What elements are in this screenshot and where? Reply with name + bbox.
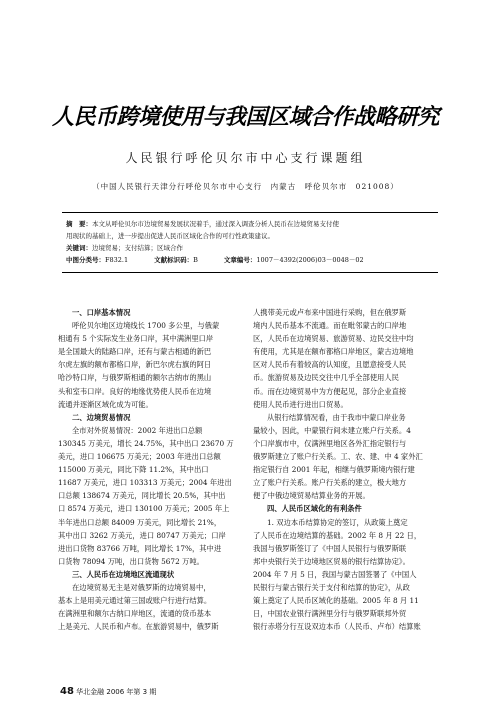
body-text-line: 进出口货物 83766 万吨，同比增长 17%，其中进 bbox=[58, 543, 222, 553]
body-text-line: 口货物 78094 万吨，出口货物 5672 万吨。 bbox=[58, 556, 204, 566]
page-footer bbox=[60, 686, 156, 697]
page-number: 48 bbox=[60, 686, 74, 697]
body-text-line: 了人民币在边境结算的基础。2002 年 8 月 22 日， bbox=[253, 530, 422, 540]
body-text-line: 尔虎左旗的额布都格口岸，新巴尔虎右旗的阿日 bbox=[58, 360, 212, 370]
body-text-line: 在满洲里和额尔古纳口岸地区，流通的货币基本 bbox=[58, 609, 212, 619]
body-text-line: 11687 万美元，进口 103313 万美元；2004 年进出 bbox=[58, 478, 232, 488]
body-text-line: 是全国最大的陆路口岸，还有与蒙古相通的新巴 bbox=[58, 347, 212, 357]
body-text-line: 相通有 5 个实际发生业务口岸，其中满洲里口岸 bbox=[58, 334, 214, 344]
body-text-line: 在边境贸易无主是对俄罗斯的边境贸易中， bbox=[72, 582, 211, 592]
body-text-line: 币。而在边境贸易中为方便起见，部分企业直接 bbox=[253, 386, 407, 396]
body-text-line: 流通并逐渐区域化成为可能。 bbox=[58, 399, 153, 409]
keywords: 边境贸易；支付结算；区域合作 bbox=[92, 244, 183, 252]
abstract-label: 摘 要： bbox=[66, 220, 92, 228]
body-text-line: 115000 万美元，同比下降 11.2%，其中出口 bbox=[58, 465, 209, 475]
body-text-line: 境内人民币基本不流通。而在毗邻蒙古的口岸地 bbox=[253, 321, 407, 331]
body-text-line: 指定银行自 2001 年起，相继与俄罗斯境内银行建 bbox=[253, 465, 415, 475]
body-text-line: 口 8574 万美元，进口 130100 万美元；2005 年上 bbox=[58, 504, 230, 514]
body-text-line: 口总额 138674 万美元，同比增长 20.5%，其中出 bbox=[58, 491, 226, 501]
abstract-text-2: 用现状的基础上，进一步提出促进人民币区域化合作的可行性政策建议。 bbox=[66, 232, 274, 240]
abstract-line-1 bbox=[66, 218, 434, 230]
body-text-line: 其中出口 3262 万美元，进口 80747 万美元；口岸 bbox=[58, 530, 226, 540]
body-text-line: 我国与俄罗斯签订了《中国人民银行与俄罗斯联 bbox=[253, 543, 407, 553]
keywords-label: 关键词： bbox=[66, 244, 92, 252]
body-text-line: 130345 万美元，增长 24.75%，其中出口 23670 万 bbox=[58, 438, 234, 448]
section-heading: 二、边境贸易情况 bbox=[72, 412, 131, 422]
clc-code: F832.1 bbox=[105, 256, 129, 264]
body-text-line: 1. 双边本币结算协定的签订，从政策上奠定 bbox=[267, 517, 408, 527]
abstract-text-1: 本文从呼伦贝尔市边境贸易发展状况着手，通过深入调查分析人民币在边境贸易支付使 bbox=[92, 220, 339, 228]
body-text-line: 日，中国农业银行满洲里分行与俄罗斯联邦外贸 bbox=[253, 609, 407, 619]
abstract-line-2 bbox=[66, 230, 434, 242]
doc-code-label: 文献标识码： bbox=[154, 256, 194, 264]
journal-issue: 华北金融 2006 年第 3 期 bbox=[76, 688, 157, 696]
body-text-line: 上是美元、人民币和卢布。在旅游贸易中，俄罗斯 bbox=[58, 622, 219, 632]
body-text-line: 人携带美元或卢布来中国进行采购，但在俄罗斯 bbox=[253, 308, 407, 317]
body-text-line: 从银行结算情况看，由于我市中蒙口岸业务 bbox=[267, 412, 406, 422]
body-text-line: 美元，进口 106675 万美元；2003 年进出口总额 bbox=[58, 452, 221, 462]
keywords-line bbox=[66, 242, 434, 254]
body-text-line: 币。旅游贸易及边民交往中几乎全部使用人民 bbox=[253, 373, 399, 383]
section-heading: 一、口岸基本情况 bbox=[72, 308, 131, 317]
body-text-line: 邦中央银行关于边境地区贸易的银行结算协定》。 bbox=[253, 556, 410, 566]
body-text-line: 便了中俄边境贸易结算业务的开展。 bbox=[253, 491, 370, 501]
body-text-line: 使用人民币进行进出口贸易。 bbox=[253, 399, 348, 409]
doc-code: B bbox=[193, 256, 198, 264]
body-text-line: 全市对外贸易情况：2002 年进出口总额 bbox=[72, 425, 203, 435]
article-no-label: 文章编号： bbox=[223, 256, 257, 264]
section-heading: 三、人民币在边境地区流通现状 bbox=[72, 569, 175, 579]
article-no: 1007－4392(2006)03－0048－02 bbox=[256, 256, 364, 264]
body-text-line: 哈沙特口岸，与俄罗斯相通的额尔古纳市的黑山 bbox=[58, 373, 212, 383]
affiliation: （中国人民银行天津分行呼伦贝尔市中心支行 内蒙古 呼伦贝尔市 021008） bbox=[92, 182, 399, 191]
body-text-line: 立了账户行关系。账户行关系的建立，极大地方 bbox=[253, 478, 407, 488]
body-text-line: 策上奠定了人民币区域化的基础。2005 年 8 月 11 bbox=[253, 596, 419, 606]
body-text-line: 2004 年 7 月 5 日，我国与蒙古国签署了《中国人 bbox=[253, 569, 417, 579]
right-column bbox=[253, 306, 437, 633]
author-group: 人民银行呼伦贝尔市中心支行课题组 bbox=[125, 151, 366, 165]
body-text-line: 民银行与蒙古银行关于支付和结算的协定》，从政 bbox=[253, 582, 410, 592]
body-text-line: 有使用，尤其是在额布都格口岸地区，蒙古边境地 bbox=[253, 347, 414, 357]
body-text-line: 半年进出口总额 84009 万美元，同比增长 21%， bbox=[58, 517, 222, 527]
body-text-line: 区对人民币有着较高的认知度，且愿意接受人民 bbox=[253, 360, 407, 370]
body-text-line: 呼伦贝尔地区边境线长 1700 多公里，与俄蒙 bbox=[72, 321, 220, 331]
body-text-line: 区，人民币在边境贸易、旅游贸易、边民交往中均 bbox=[253, 334, 414, 344]
left-column bbox=[58, 306, 242, 633]
body-text-line: 银行赤塔分行互设双边本币（人民币、卢布）结算账 bbox=[253, 622, 421, 632]
classification-line bbox=[66, 254, 434, 266]
abstract-box bbox=[62, 212, 438, 273]
body-text-line: 基本上是用美元通过第三国或账户行进行结算。 bbox=[58, 596, 212, 606]
body-text-line: 俄罗斯建立了账户行关系。工、农、建、中 4 家外汇 bbox=[253, 452, 423, 462]
clc-label: 中图分类号： bbox=[66, 256, 105, 264]
section-heading: 四、人民币区域化的有利条件 bbox=[267, 504, 362, 514]
body-text-line: 量较小，因此，中蒙银行间未建立账户行关系。4 bbox=[253, 425, 411, 435]
body-text-line: 个口岸旗市中，仅满洲里地区各外汇指定银行与 bbox=[253, 438, 407, 448]
article-title: 人民币跨境使用与我国区域合作战略研究 bbox=[51, 105, 439, 130]
body-text-line: 头和室韦口岸。良好的地缘优势使人民币在边境 bbox=[58, 386, 212, 396]
